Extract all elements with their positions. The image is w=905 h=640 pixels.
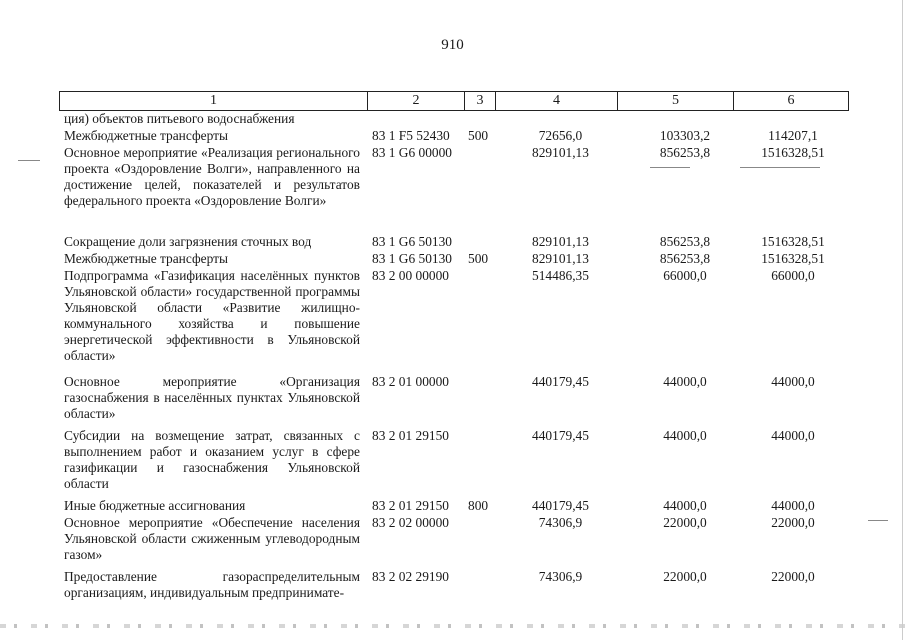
table-row [59, 234, 849, 251]
column-header-5: 5 [618, 92, 734, 110]
row-expense-type: 500 [468, 251, 489, 266]
row-code: 83 2 01 29150 [372, 498, 449, 513]
row-name: Сокращение доли загрязнения сточных вод [64, 234, 312, 249]
table-row [59, 251, 849, 268]
row-name: Подпрограмма «Газификация населённых пунктов Ульяновской области» государственной программы Ульяновской области «Развитие жилищно-коммунального хозяйства и повышение энергетической эффективности в Ульяновской области» [64, 268, 360, 363]
row-value-3: 66000,0 [771, 268, 815, 283]
row-value-1: 440179,45 [532, 428, 589, 443]
row-value-3: 22000,0 [771, 569, 815, 584]
row-name: Межбюджетные трансферты [64, 128, 228, 143]
row-name: Основное мероприятие «Реализация регионального проекта «Оздоровление Волги», направленного на достижение целей, показателей и результатов федерального проекта «Оздоровление Волги» [64, 145, 360, 208]
row-code: 83 2 02 00000 [372, 515, 449, 530]
table-row [59, 145, 849, 234]
page-edge [902, 0, 903, 640]
table-row [59, 515, 849, 569]
table-header-row [59, 91, 849, 111]
row-expense-type: 800 [468, 498, 489, 513]
column-header-4: 4 [496, 92, 618, 110]
row-name: Субсидии на возмещение затрат, связанных с выполнением работ и оказанием услуг в сфере газификации и газоснабжения Ульяновской области [64, 428, 360, 491]
row-value-2: 44000,0 [663, 498, 707, 513]
table-row [59, 374, 849, 428]
scan-artifact [868, 520, 888, 521]
row-code: 83 2 01 29150 [372, 428, 449, 443]
row-value-2: 44000,0 [663, 374, 707, 389]
row-value-2: 22000,0 [663, 515, 707, 530]
column-header-2: 2 [368, 92, 465, 110]
row-code: 83 2 02 29190 [372, 569, 449, 584]
scan-artifact [650, 167, 690, 168]
row-value-3: 44000,0 [771, 498, 815, 513]
row-value-1: 72656,0 [538, 128, 583, 143]
scan-artifact [18, 160, 40, 161]
row-name: Основное мероприятие «Организация газоснабжения в населённых пунктах Ульяновской области» [64, 374, 360, 421]
column-header-6: 6 [787, 93, 795, 108]
row-value-3: 22000,0 [771, 515, 815, 530]
row-code: 83 2 01 00000 [372, 374, 449, 389]
row-value-3: 44000,0 [771, 428, 815, 443]
table-body [59, 111, 849, 605]
row-code: 83 1 G6 50130 [372, 234, 452, 249]
row-value-1: 440179,45 [532, 498, 589, 513]
row-value-1: 440179,45 [532, 374, 589, 389]
row-value-2: 22000,0 [663, 569, 707, 584]
row-code: 83 1 G6 50130 [372, 251, 452, 266]
budget-table [59, 91, 849, 605]
row-name: Предоставление газораспределительным организациям, индивидуальным предпринимате- [64, 569, 360, 600]
row-value-1: 829101,13 [532, 234, 589, 249]
row-value-2: 856253,8 [659, 234, 711, 249]
row-name: Межбюджетные трансферты [64, 251, 228, 266]
row-expense-type: 500 [468, 128, 489, 143]
row-code: 83 1 F5 52430 [372, 128, 450, 143]
table-row [59, 111, 849, 128]
row-value-1: 514486,35 [532, 268, 589, 283]
table-row [59, 268, 849, 374]
column-header-3: 3 [465, 92, 496, 110]
row-value-1: 74306,9 [538, 515, 583, 530]
row-value-3: 1516328,51 [761, 251, 825, 266]
row-value-3: 114207,1 [768, 128, 818, 143]
row-value-2: 66000,0 [663, 268, 707, 283]
scan-artifact [0, 624, 905, 628]
row-value-3: 1516328,51 [761, 234, 825, 249]
table-row [59, 498, 849, 515]
row-value-2: 103303,2 [659, 128, 711, 143]
row-code: 83 1 G6 00000 [372, 145, 452, 160]
column-header-1: 1 [60, 92, 368, 110]
row-code: 83 2 00 00000 [372, 268, 449, 283]
row-value-2: 44000,0 [663, 428, 707, 443]
row-name: Основное мероприятие «Обеспечение населения Ульяновской области сжиженным углеводородным газом» [64, 515, 360, 562]
row-name: Иные бюджетные ассигнования [64, 498, 246, 513]
page-number: 910 [441, 37, 464, 53]
row-value-2: 856253,8 [659, 251, 711, 266]
row-value-3: 1516328,51 [761, 145, 825, 160]
row-value-1: 829101,13 [532, 251, 589, 266]
row-name: ция) объектов питьевого водоснабжения [64, 111, 295, 126]
table-row [59, 128, 849, 145]
row-value-2: 856253,8 [659, 145, 711, 160]
row-value-3: 44000,0 [771, 374, 815, 389]
row-value-1: 829101,13 [532, 145, 589, 160]
table-row [59, 428, 849, 498]
row-value-1: 74306,9 [538, 569, 583, 584]
scan-artifact [740, 167, 820, 168]
table-row [59, 569, 849, 605]
